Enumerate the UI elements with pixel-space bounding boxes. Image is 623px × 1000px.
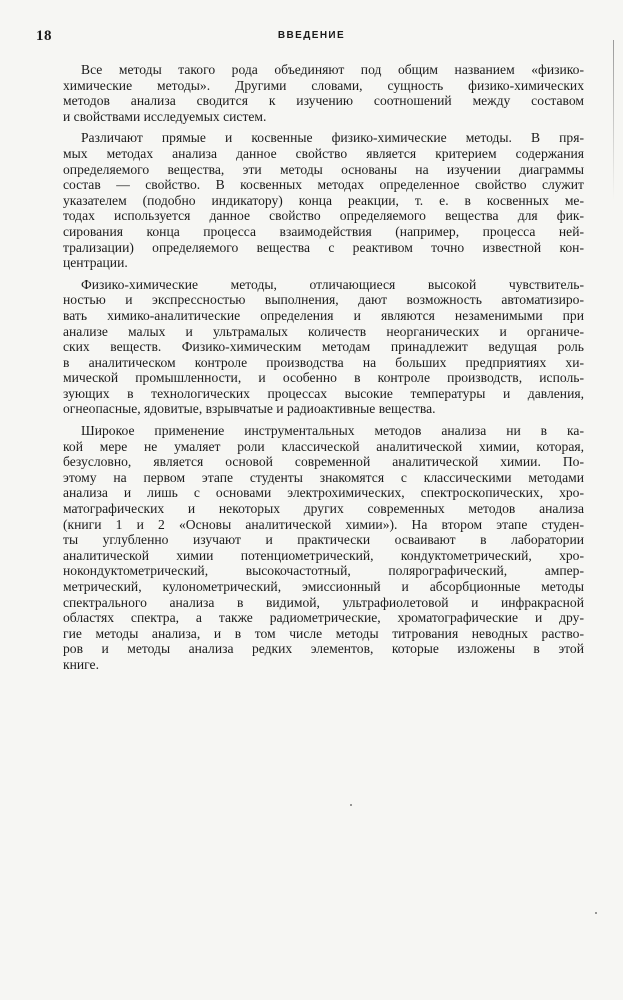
text-line: безусловно, является основой современной аналитической химии. По- <box>63 454 584 470</box>
text-line: (книги 1 и 2 «Основы аналитической химии»). На втором этапе студен- <box>63 516 584 532</box>
text-line: Все методы такого рода объединяют под общим названием «физико- <box>81 62 584 77</box>
text-line: метрический, кулонометрический, эмиссионный и абсорбционные методы <box>63 579 584 594</box>
page-number: 18 <box>36 28 52 44</box>
text-line: центрации. <box>63 255 128 271</box>
text-line: ров и методы анализа редких элементов, которые изложены в этой <box>63 641 584 657</box>
paragraph <box>63 130 584 270</box>
text-line: аналитической химии потенциометрический, кондуктометрический, хро- <box>63 547 584 563</box>
text-line: спектрального анализа в видимой, ультрафиолетовой и инфракрасной <box>63 594 584 610</box>
text-line: областях спектра, а также радиометрические, хроматографические и дру- <box>63 610 584 626</box>
text-line: ты углубленно изучают и практически осваивают в лаборатории <box>63 532 584 548</box>
text-line: ностью и экспрессностью выполнения, дают возможность автоматизиро- <box>63 292 584 308</box>
text-line: химические методы». Другими словами, сущность физико-химических <box>63 77 584 93</box>
text-line: кой мере не умаляет роли классической аналитической химии, которая, <box>63 438 584 454</box>
text-line: указателем (подобно индикатору) конца реакции, т. е. в косвенных ме- <box>63 192 584 208</box>
scan-speck <box>350 804 352 806</box>
running-title: ВВЕДЕНИЕ <box>277 30 346 41</box>
text-line: определяемого вещества, эти методы основаны на изучении диаграммы <box>63 161 584 177</box>
text-line: нокондуктометрический, высокочастотный, полярографический, ампер- <box>63 563 584 579</box>
text-line: Различают прямые и косвенные физико-химические методы. В пря- <box>81 130 584 146</box>
scan-speck <box>595 912 597 914</box>
text-line: Широкое применение инструментальных методов анализа ни в ка- <box>81 423 584 439</box>
text-line: анализа и лишь с основами электрохимических, спектроскопических, хро- <box>63 485 584 501</box>
text-line: в аналитическом контроле производства на больших предприятиях хи- <box>63 354 584 370</box>
text-line: огнеопасные, ядовитые, взрывчатые и радиоактивные вещества. <box>63 401 436 417</box>
text-line: вать химико-аналитические определения и являются незаменимыми при <box>63 307 584 323</box>
body-text <box>63 62 584 673</box>
paragraph <box>63 423 584 673</box>
text-line: анализе малых и ультрамалых количеств неорганических и органиче- <box>63 323 584 339</box>
text-line: и свойствами исследуемых систем. <box>63 108 267 124</box>
text-line: мической промышленности, и особенно в контроле производств, исполь- <box>63 370 584 386</box>
text-line: ских веществ. Физико-химическим методам принадлежит ведущая роль <box>63 339 584 355</box>
text-line: книге. <box>63 656 99 672</box>
text-line: зующих в технологических процессах высокие температуры и давления, <box>63 385 584 401</box>
text-line: методов анализа сводится к изучению соотношений между составом <box>63 93 584 109</box>
text-line: мых методах анализа данное свойство является критерием содержания <box>63 145 584 161</box>
text-line: тодах используется данное свойство определяемого вещества для фик- <box>63 208 584 224</box>
text-line: матографических и некоторых других современных методов анализа <box>63 501 584 517</box>
text-line: сирования конца процесса взаимодействия (например, процесса ней- <box>63 223 584 239</box>
scan-edge-shadow <box>613 40 614 200</box>
text-line: этому на первом этапе студенты знакомятся с классическими методами <box>63 469 584 485</box>
text-line: Физико-химические методы, отличающиеся высокой чувствитель- <box>81 276 584 292</box>
paragraph <box>63 277 584 417</box>
text-line: гие методы анализа, и в том числе методы титрования неводных раство- <box>63 625 584 641</box>
text-line: трализации) определяемого вещества с реактивом точно известной кон- <box>63 239 584 255</box>
text-line: состав — свойство. В косвенных методах определенное свойство служит <box>63 177 584 193</box>
paragraph <box>63 62 584 124</box>
